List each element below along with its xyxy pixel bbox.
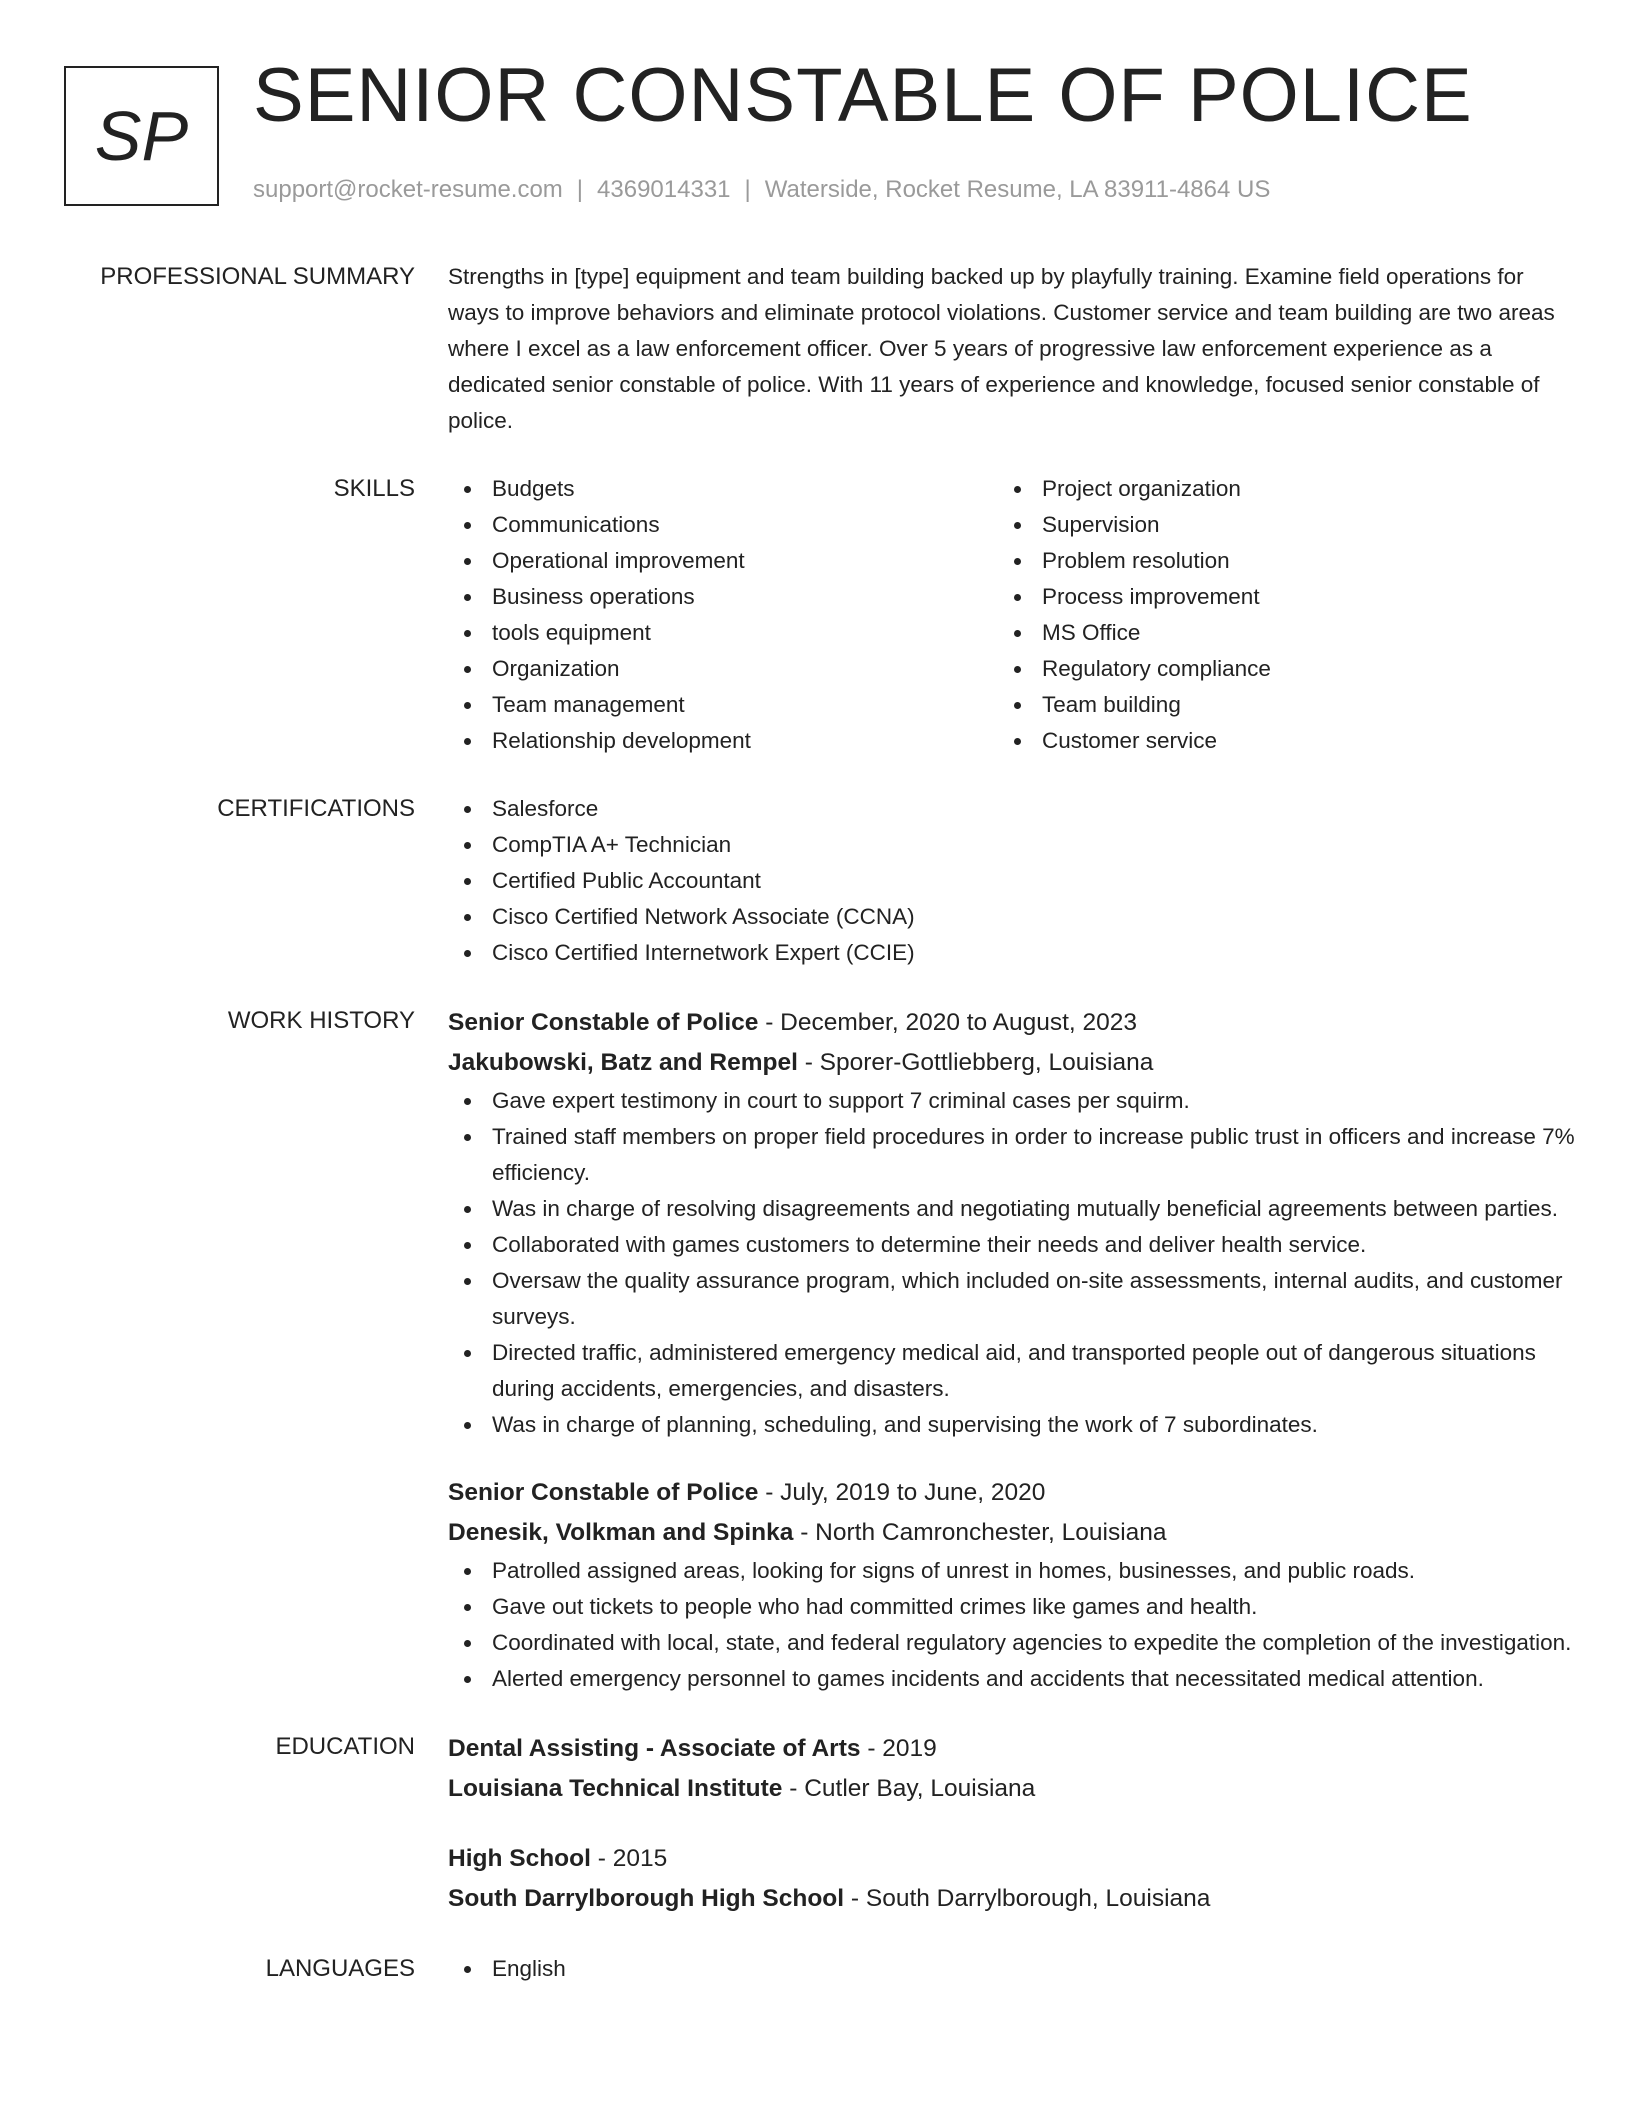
education-year: - 2015 [590,1845,668,1872]
job-duty-item: Alerted emergency personnel to games incidents and accidents that necessitated medical attention. [448,1661,1578,1697]
contact-address: Waterside, Rocket Resume, LA 83911-4864 US [764,176,1271,203]
education-school: South Darrylborough High School [448,1885,845,1912]
job-duty-item: Patrolled assigned areas, looking for signs of unrest in homes, businesses, and public roads. [448,1553,1578,1589]
job-location: - Sporer-Gottliebberg, Louisiana [797,1049,1154,1076]
skill-item: Organization [448,651,998,687]
contact-email[interactable]: support@rocket-resume.com [253,176,563,203]
skill-item: MS Office [998,615,1548,651]
job-role: Senior Constable of Police [448,1479,759,1506]
contact-line [253,176,1270,204]
section-title-summary: PROFESSIONAL SUMMARY [100,263,415,290]
job-company-line [448,1513,1578,1553]
skill-item: Team building [998,687,1548,723]
resume-title: SENIOR CONSTABLE OF POLICE [253,53,1473,138]
skill-item: Business operations [448,579,998,615]
job-role: Senior Constable of Police [448,1009,759,1036]
education-section [0,1729,1632,1919]
certifications-list [448,791,1578,971]
section-title-certifications: CERTIFICATIONS [217,795,415,822]
job-duty-item: Was in charge of resolving disagreements and negotiating mutually beneficial agreements between parties. [448,1191,1578,1227]
section-title-education: EDUCATION [275,1733,415,1760]
education-school-line [448,1879,1578,1919]
certifications-section [0,791,1632,971]
skill-item: Process improvement [998,579,1548,615]
skill-item: Supervision [998,507,1548,543]
certification-item: Salesforce [448,791,1578,827]
job-duties-list [448,1553,1578,1697]
summary-section [0,259,1632,439]
certification-item: CompTIA A+ Technician [448,827,1578,863]
job-duty-item: Gave out tickets to people who had committed crimes like games and health. [448,1589,1578,1625]
section-title-languages: LANGUAGES [265,1955,415,1982]
skill-item: Project organization [998,471,1548,507]
job-company-line [448,1043,1578,1083]
languages-list [448,1951,1578,1987]
job-role-line [448,1003,1578,1043]
job-entry [448,1003,1578,1443]
resume-sections [0,259,1632,1987]
skills-list-left [448,471,998,759]
skill-item: Communications [448,507,998,543]
skill-item: Problem resolution [998,543,1548,579]
contact-separator: | [744,176,751,203]
job-duty-item: Oversaw the quality assurance program, which included on-site assessments, internal audits, and customer surveys. [448,1263,1578,1335]
skill-item: Regulatory compliance [998,651,1548,687]
job-duty-item: Trained staff members on proper field procedures in order to increase public trust in officers and increase 7% efficiency. [448,1119,1578,1191]
certification-item: Cisco Certified Network Associate (CCNA) [448,899,1578,935]
education-entry [448,1729,1578,1809]
monogram-badge [64,66,219,206]
job-duties-list [448,1083,1578,1443]
summary-text: Strengths in [type] equipment and team building backed up by playfully training. Examine field operations for ways to improve behaviors and eliminate protocol violations. Customer service and team building are two areas where I excel as a law enforcement officer. Over 5 years of progressive law enforcement experience as a dedicated senior constable of police. With 11 years of experience and knowledge, focused senior constable of police. [448,264,1555,433]
job-company: Jakubowski, Batz and Rempel [448,1049,798,1076]
certification-item: Cisco Certified Internetwork Expert (CCIE) [448,935,1578,971]
section-title-work-history: WORK HISTORY [227,1007,415,1034]
skill-item: Team management [448,687,998,723]
job-duty-item: Collaborated with games customers to determine their needs and deliver health service. [448,1227,1578,1263]
contact-phone[interactable]: 4369014331 [597,176,731,203]
contact-separator: | [576,176,584,203]
education-location: - South Darrylborough, Louisiana [844,1885,1211,1912]
job-duty-item: Gave expert testimony in court to support 7 criminal cases per squirm. [448,1083,1578,1119]
job-dates: - December, 2020 to August, 2023 [758,1009,1138,1036]
skill-item: Operational improvement [448,543,998,579]
certification-item: Certified Public Accountant [448,863,1578,899]
skills-list-right [998,471,1548,759]
education-degree: Dental Assisting - Associate of Arts [448,1735,861,1762]
education-entry [448,1839,1578,1919]
skills-section [0,471,1632,759]
job-location: - North Camronchester, Louisiana [793,1519,1167,1546]
skill-item: Relationship development [448,723,998,759]
education-year: - 2019 [860,1735,937,1762]
job-duty-item: Was in charge of planning, scheduling, and supervising the work of 7 subordinates. [448,1407,1578,1443]
job-dates: - July, 2019 to June, 2020 [758,1479,1046,1506]
languages-section [0,1951,1632,1987]
skill-item: Budgets [448,471,998,507]
section-title-skills: SKILLS [333,475,415,502]
skill-item: tools equipment [448,615,998,651]
job-role-line [448,1473,1578,1513]
language-item: English [448,1951,1578,1987]
job-duty-item: Directed traffic, administered emergency medical aid, and transported people out of dangerous situations during accidents, emergencies, and disasters. [448,1335,1578,1407]
education-school-line [448,1769,1578,1809]
education-school: Louisiana Technical Institute [448,1775,783,1802]
job-company: Denesik, Volkman and Spinka [448,1519,794,1546]
education-degree-line [448,1839,1578,1879]
work-history-section [0,1003,1632,1697]
monogram-initials: SP [94,97,189,175]
skill-item: Customer service [998,723,1548,759]
job-entry [448,1473,1578,1697]
job-duty-item: Coordinated with local, state, and federal regulatory agencies to expedite the completion of the investigation. [448,1625,1578,1661]
education-degree: High School [448,1845,591,1872]
education-degree-line [448,1729,1578,1769]
education-location: - Cutler Bay, Louisiana [782,1775,1036,1802]
